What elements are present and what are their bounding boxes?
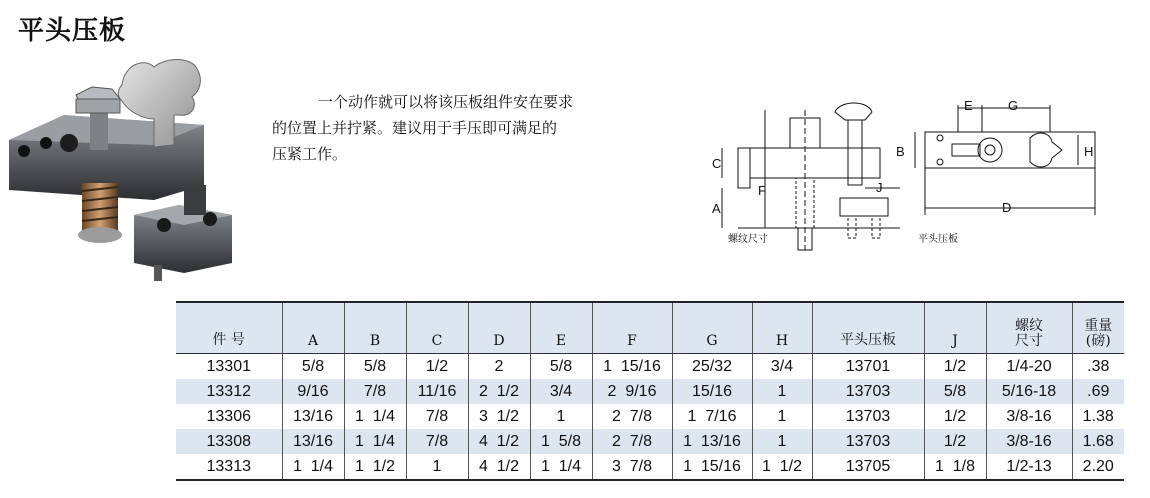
header-h: H <box>752 302 812 354</box>
cell-h: 1 <box>752 429 812 454</box>
cell-b: 1 1/4 <box>344 404 406 429</box>
diagram-label-f: F <box>758 183 766 198</box>
header-f: F <box>592 302 672 354</box>
cell-d: 3 1/2 <box>468 404 530 429</box>
cell-clamp: 13701 <box>812 354 924 380</box>
diagram-label-g: G <box>1008 98 1019 113</box>
header-a: A <box>282 302 344 354</box>
cell-f: 3 7/8 <box>592 454 672 480</box>
cell-j: 5/8 <box>924 379 986 404</box>
cell-j: 1/2 <box>924 429 986 454</box>
cell-e: 5/8 <box>530 354 592 380</box>
cell-h: 3/4 <box>752 354 812 380</box>
cell-a: 1 1/4 <box>282 454 344 480</box>
header-thread-line2: 尺寸 <box>1015 333 1043 349</box>
header-weight-line2: (磅) <box>1085 333 1111 349</box>
cell-f: 2 9/16 <box>592 379 672 404</box>
cell-c: 1 <box>406 454 468 480</box>
header-thread-line1: 螺纹 <box>1015 318 1043 334</box>
cell-g: 1 13/16 <box>672 429 752 454</box>
header-e: E <box>530 302 592 354</box>
header-weight-line1: 重量 <box>1084 318 1113 334</box>
cell-a: 13/16 <box>282 404 344 429</box>
page-title: 平头压板 <box>18 16 127 46</box>
description-line: 一个动作就可以将该压板组件安在要求 <box>318 93 574 111</box>
header-thread-size <box>986 302 1072 354</box>
cell-h: 1 <box>752 404 812 429</box>
thread-size-label: 螺纹尺寸 <box>728 234 768 245</box>
cell-part-no: 13308 <box>176 429 282 454</box>
diagram-label-b: B <box>896 144 905 159</box>
cell-thread: 5/16-18 <box>986 379 1072 404</box>
diagram-label-h: H <box>1084 144 1094 159</box>
header-flat-clamp: 平头压板 <box>812 302 924 354</box>
cell-f: 2 7/8 <box>592 429 672 454</box>
cell-weight: .69 <box>1087 382 1110 400</box>
header-d: D <box>468 302 530 354</box>
table-row <box>176 354 1124 380</box>
cell-g: 1 7/16 <box>672 404 752 429</box>
cell-clamp: 13705 <box>812 454 924 480</box>
cell-clamp: 13703 <box>812 429 924 454</box>
cell-e: 1 5/8 <box>530 429 592 454</box>
cell-c: 1/2 <box>406 354 468 380</box>
dimension-diagram <box>700 90 1110 260</box>
cell-a: 9/16 <box>282 379 344 404</box>
cell-e: 3/4 <box>530 379 592 404</box>
cell-a: 13/16 <box>282 429 344 454</box>
cell-d: 2 1/2 <box>468 379 530 404</box>
cell-e: 1 <box>530 404 592 429</box>
cell-j: 1/2 <box>924 404 986 429</box>
flat-clamp-label: 平头压板 <box>918 234 958 245</box>
cell-d: 4 1/2 <box>468 454 530 480</box>
cell-f: 2 7/8 <box>592 404 672 429</box>
header-weight <box>1072 302 1124 354</box>
cell-j: 1 1/8 <box>924 454 986 480</box>
cell-part-no: 13301 <box>176 354 282 380</box>
cell-weight: 2.20 <box>1072 454 1124 480</box>
cell-b: 1 1/4 <box>344 429 406 454</box>
diagram-label-c: C <box>712 156 722 171</box>
cell-thread: 1/4-20 <box>986 354 1072 380</box>
cell-thread: 3/8-16 <box>986 429 1072 454</box>
header-part-no: 件 号 <box>176 302 282 354</box>
cell-b: 5/8 <box>344 354 406 380</box>
cell-g: 15/16 <box>672 379 752 404</box>
cell-e: 1 1/4 <box>530 454 592 480</box>
table-row <box>176 404 1124 429</box>
cell-a: 5/8 <box>282 354 344 380</box>
cell-clamp: 13703 <box>812 379 924 404</box>
header-g: G <box>672 302 752 354</box>
diagram-label-j: J <box>876 180 883 195</box>
cell-c: 7/8 <box>406 429 468 454</box>
cell-clamp: 13703 <box>812 404 924 429</box>
table-row <box>176 454 1124 480</box>
cell-part-no: 13312 <box>176 379 282 404</box>
cell-b: 7/8 <box>344 379 406 404</box>
header-b: B <box>344 302 406 354</box>
cell-g: 25/32 <box>672 354 752 380</box>
table-row <box>176 429 1124 454</box>
diagram-label-d: D <box>1002 200 1012 215</box>
cell-thread: 1/2-13 <box>986 454 1072 480</box>
cell-g: 1 15/16 <box>672 454 752 480</box>
cell-weight: 1.38 <box>1082 407 1114 425</box>
spec-table <box>176 301 1124 481</box>
cell-j: 1/2 <box>924 354 986 380</box>
cell-part-no: 13306 <box>176 404 282 429</box>
cell-c: 7/8 <box>406 404 468 429</box>
cell-d: 2 <box>468 354 530 380</box>
cell-f: 1 15/16 <box>592 354 672 380</box>
cell-c: 11/16 <box>406 379 468 404</box>
cell-thread: 3/8-16 <box>986 404 1072 429</box>
cell-d: 4 1/2 <box>468 429 530 454</box>
description-line: 压紧工作。 <box>272 145 348 163</box>
cell-weight: .38 <box>1087 357 1110 375</box>
diagram-label-e: E <box>964 98 973 113</box>
cell-b: 1 1/2 <box>344 454 406 480</box>
description <box>272 89 642 167</box>
table-row <box>176 379 1124 404</box>
diagram-label-a: A <box>712 201 721 216</box>
product-photo <box>4 55 254 290</box>
cell-weight: 1.68 <box>1082 432 1114 450</box>
table-header-row <box>176 302 1124 354</box>
cell-h: 1 <box>752 379 812 404</box>
cell-h: 1 1/2 <box>752 454 812 480</box>
description-line: 的位置上并拧紧。建议用于手压即可满足的 <box>272 119 558 137</box>
header-j: J <box>924 302 986 354</box>
cell-part-no: 13313 <box>176 454 282 480</box>
header-c: C <box>406 302 468 354</box>
